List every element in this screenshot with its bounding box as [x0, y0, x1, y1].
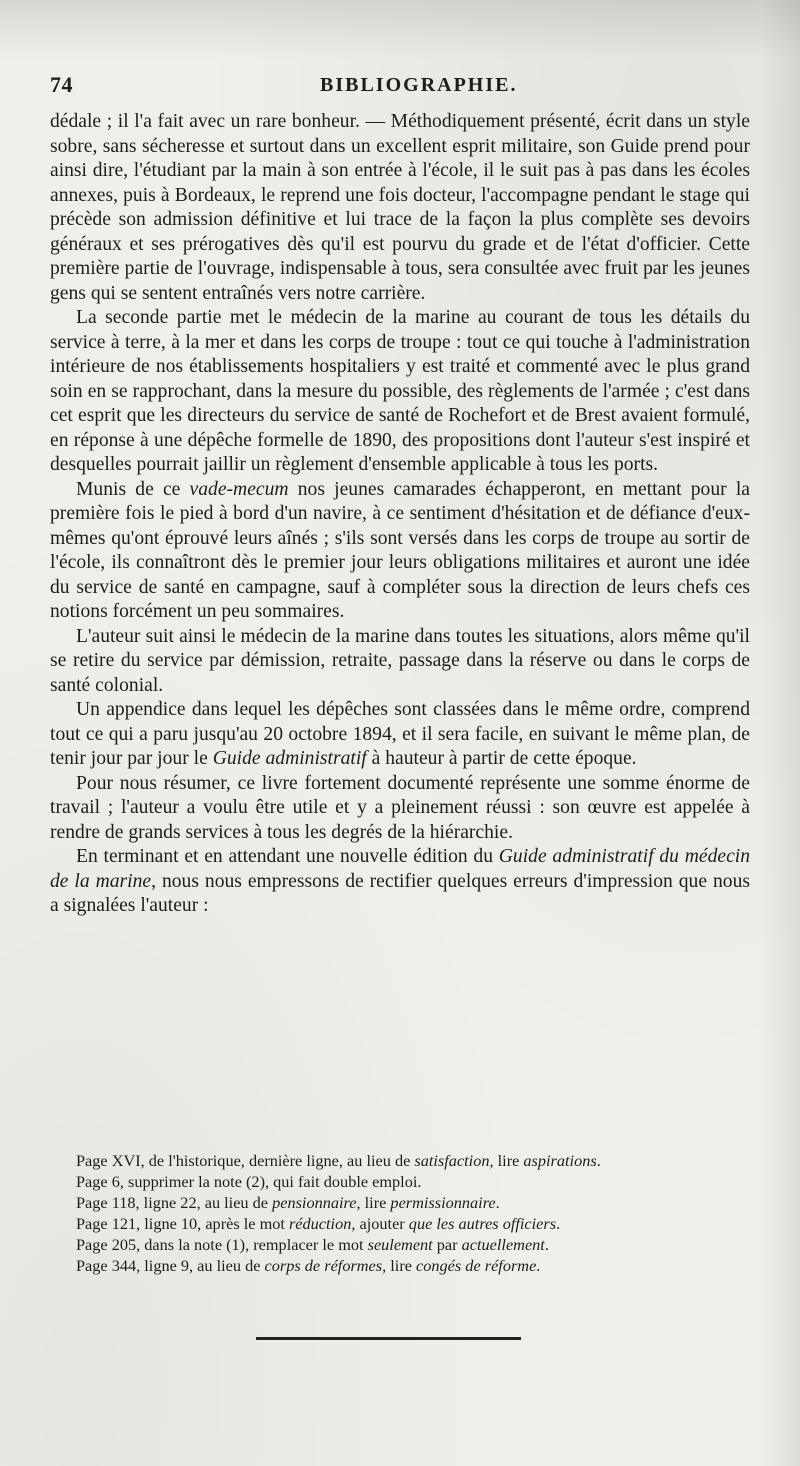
- paragraph-text: dédale ; il l'a fait avec un rare bonheur. — Méthodiquement présenté, écrit dans un style sobre, sans sécheresse et surtout dans un excellent esprit militaire, son Guide prend pour ainsi dire, l'étudiant par la main à son entrée à l'école, il le suit pas à pas dans les écoles annexes, puis à Bordeaux, le reprend une fois docteur, l'accompagne pendant le stage qui précède son admission définitive et lui trace de la façon la plus complète ses devoirs généraux et ses prérogatives dès qu'il est pourvu du grade et de l'état d'officier. Cette première partie de l'ouvrage, indispensable à tous, sera consultée avec fruit par les jeunes gens qui se sentent entraînés vers notre carrière.: [50, 111, 750, 304]
- errata-list: [50, 1150, 750, 1276]
- errata-text: Page 344, ligne 9, au lieu de: [76, 1256, 265, 1275]
- errata-italic-term: seulement: [367, 1235, 433, 1254]
- paragraph-text: Pour nous résumer, ce livre fortement documenté représente une somme énorme de travail ; l'auteur a voulu être utile et y a pleinement réussi : son œuvre est appelée à rendre de grands services à tous les degrés de la hiérarchie.: [50, 772, 750, 843]
- paragraph-text: , nous nous empressons de rectifier quelques erreurs d'impression que nous a signalées l'auteur :: [50, 870, 750, 916]
- errata-text: Page 6, supprimer la note (2), qui fait double emploi.: [76, 1172, 422, 1191]
- running-head: BIBLIOGRAPHIE.: [320, 74, 518, 96]
- page-number: 74: [50, 72, 73, 97]
- errata-entry: [50, 1171, 750, 1192]
- errata-entry: [50, 1213, 750, 1234]
- paragraph-text: Munis de ce: [76, 478, 190, 500]
- errata-italic-term: congés de réforme: [416, 1256, 537, 1275]
- body-text: [50, 110, 750, 919]
- errata-entry: [50, 1255, 750, 1276]
- errata-italic-term: réduction: [288, 1214, 352, 1233]
- errata-text: par: [432, 1235, 462, 1254]
- paragraph-text: Un appendice dans lequel les dépêches sont classées dans le même ordre, comprend tout ce qui a paru jusqu'au 20 octobre 1894, et il sera facile, en suivant le même plan, de tenir jour par jour le: [50, 699, 750, 769]
- paragraph-text: nos jeunes camarades échapperont, en mettant pour la première fois le pied à bord d'un navire, à ce sentiment d'hésitation et de défiance d'eux-mêmes qu'ont éprouvé leurs aînés ; s'ils sont versés dans les corps de troupe au sortir de l'école, ils connaîtront dès le premier jour leurs obligations militaires et auront une idée du service de santé en campagne, sauf à compléter sous la direction de leurs chefs ces notions forcément un peu sommaires.: [50, 478, 750, 622]
- errata-italic-term: corps de réformes: [264, 1256, 383, 1275]
- paragraph: [50, 698, 750, 772]
- italic-term: vade-mecum: [189, 478, 289, 500]
- errata-text: .: [544, 1235, 549, 1254]
- errata-entry: [50, 1234, 750, 1255]
- errata-italic-term: pensionnaire: [272, 1193, 357, 1212]
- errata-text: , lire: [382, 1256, 417, 1275]
- errata-text: .: [556, 1214, 561, 1233]
- errata-text: .: [495, 1193, 500, 1212]
- paragraph-text: à hauteur à partir de cette époque.: [366, 748, 637, 769]
- paragraph: [50, 306, 750, 478]
- errata-text: Page 121, ligne 10, après le mot: [76, 1214, 289, 1233]
- paragraph: [50, 772, 750, 846]
- paragraph: [50, 478, 750, 625]
- errata-text: , ajouter: [351, 1214, 409, 1233]
- italic-title: Guide administratif: [212, 748, 367, 769]
- paragraph-text: En terminant et en attendant une nouvelle édition du: [76, 846, 499, 867]
- errata-text: .: [596, 1151, 601, 1170]
- errata-entry: [50, 1192, 750, 1213]
- errata-text: Page 118, ligne 22, au lieu de: [76, 1193, 273, 1212]
- errata-italic-term: que les autres officiers: [408, 1214, 557, 1233]
- errata-text: Page XVI, de l'historique, dernière ligne, au lieu de: [76, 1151, 415, 1170]
- paragraph: [50, 110, 750, 306]
- closing-rule: [256, 1337, 521, 1340]
- paragraph: [50, 845, 750, 919]
- errata-italic-term: permissionnaire: [390, 1193, 496, 1212]
- paragraph-text: L'auteur suit ainsi le médecin de la marine dans toutes les situations, alors même qu'il se retire du service par démission, retraite, passage dans la réserve ou dans le corps de santé colonial.: [50, 625, 750, 696]
- errata-text: .: [536, 1256, 541, 1275]
- errata-italic-term: satisfaction: [414, 1151, 490, 1170]
- errata-text: , lire: [489, 1151, 524, 1170]
- paragraph: [50, 625, 750, 699]
- errata-entry: [50, 1150, 750, 1171]
- errata-text: , lire: [356, 1193, 391, 1212]
- errata-italic-term: actuellement: [461, 1235, 545, 1254]
- italic-title: Guide administratif du médecin de la marine: [50, 846, 751, 892]
- paragraph-text: La seconde partie met le médecin de la marine au courant de tous les détails du service à terre, à la mer et dans les corps de troupe : tout ce qui touche à l'administration intérieure de nos établissements hospitaliers y est traité et commenté avec le plus grand soin en se rapprochant, dans la mesure du possible, des règlements de l'armée ; c'est dans cet esprit que les directeurs du service de santé de Rochefort et de Brest avaient formulé, en réponse à une dépêche formelle de 1890, des propositions dont l'auteur s'est inspiré et desquelles pourrait jaillir un règlement d'ensemble applicable à tous les ports.: [50, 307, 750, 475]
- errata-italic-term: aspirations: [523, 1151, 597, 1170]
- errata-text: Page 205, dans la note (1), remplacer le mot: [76, 1235, 368, 1254]
- page-header: [50, 72, 750, 102]
